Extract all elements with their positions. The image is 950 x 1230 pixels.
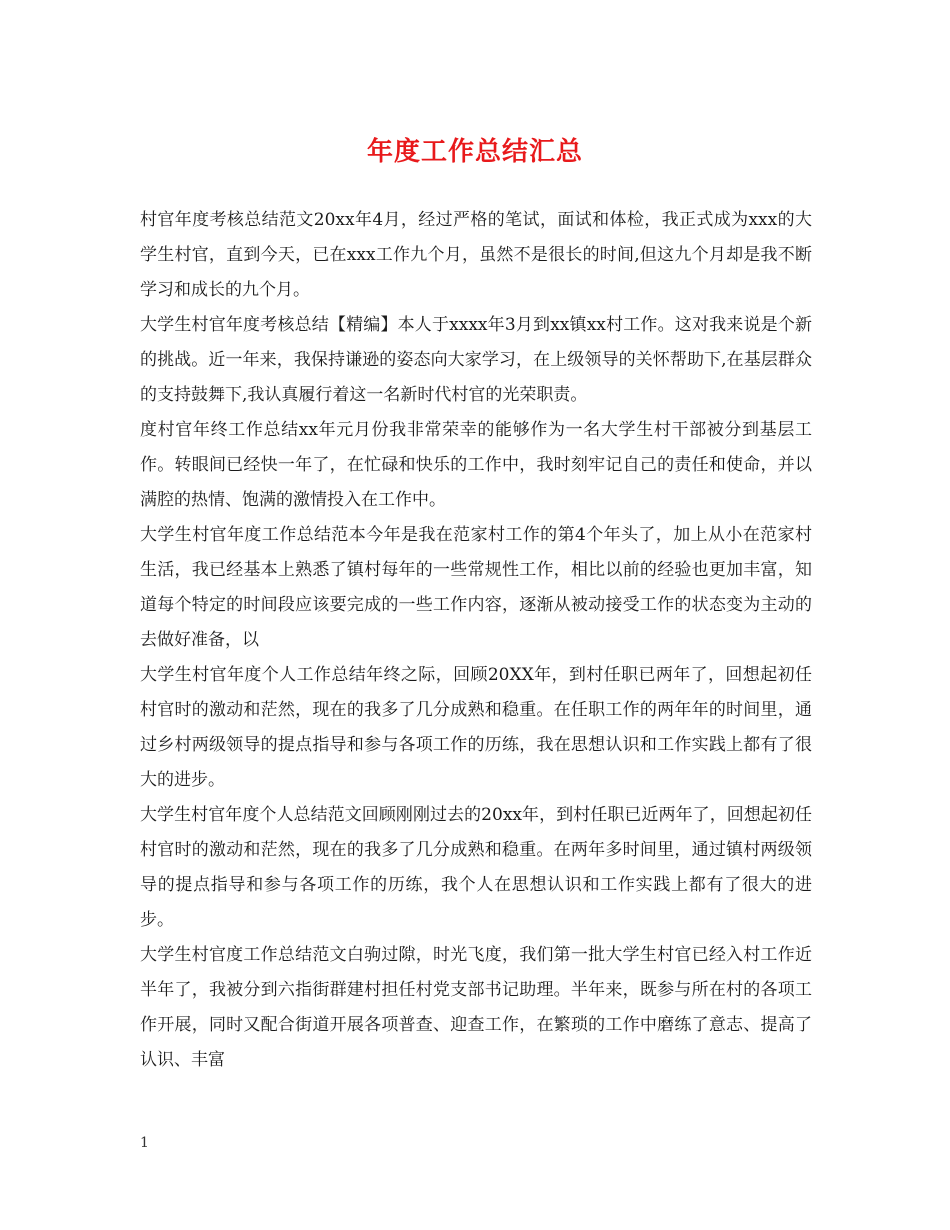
paragraph-7: 大学生村官度工作总结范文白驹过隙，时光飞度，我们第一批大学生村官已经入村工作近半年了，我被分到六指街群建村担任村党支部书记助理。半年来，既参与所在村的各项工作开展，同时又配合街道开展各项普查、迎查工作，在繁琐的工作中磨练了意志、提高了认识、丰富	[140, 945, 812, 1070]
paragraph-3: 度村官年终工作总结xx年元月份我非常荣幸的能够作为一名大学生村干部被分到基层工作。转眼间已经快一年了，在忙碌和快乐的工作中，我时刻牢记自己的责任和使命，并以满腔的热情、饱满的激情投入在工作中。	[140, 420, 812, 510]
paragraph-2: 大学生村官年度考核总结【精编】本人于xxxx年3月到xx镇xx村工作。这对我来说是个新的挑战。近一年来，我保持谦逊的姿态向大家学习，在上级领导的关怀帮助下,在基层群众的支持鼓舞下,我认真履行着这一名新时代村官的光荣职责。	[140, 315, 812, 405]
paragraph-5: 大学生村官年度个人工作总结年终之际，回顾20XX年，到村任职已两年了，回想起初任村官时的激动和茫然，现在的我多了几分成熟和稳重。在任职工作的两年年的时间里，通过乡村两级领导的提点指导和参与各项工作的历练，我在思想认识和工作实践上都有了很大的进步。	[140, 665, 812, 790]
paragraph-1: 村官年度考核总结范文20xx年4月，经过严格的笔试，面试和体检，我正式成为xxx的大学生村官，直到今天，已在xxx工作九个月，虽然不是很长的时间,但这九个月却是我不断学习和成长的九个月。	[140, 210, 812, 300]
document-body	[140, 203, 812, 1078]
paragraph-4: 大学生村官年度工作总结范本今年是我在范家村工作的第4个年头了，加上从小在范家村生活，我已经基本上熟悉了镇村每年的一些常规性工作，相比以前的经验也更加丰富，知道每个特定的时间段应该要完成的一些工作内容，逐渐从被动接受工作的状态变为主动的去做好准备，以	[140, 525, 812, 650]
page-number: 1	[140, 1135, 149, 1151]
page-title: 年度工作总结汇总	[366, 137, 583, 167]
paragraph-6: 大学生村官年度个人总结范文回顾刚刚过去的20xx年，到村任职已近两年了，回想起初任村官时的激动和茫然，现在的我多了几分成熟和稳重。在两年多时间里，通过镇村两级领导的提点指导和参与各项工作的历练，我个人在思想认识和工作实践上都有了很大的进步。	[140, 805, 812, 930]
